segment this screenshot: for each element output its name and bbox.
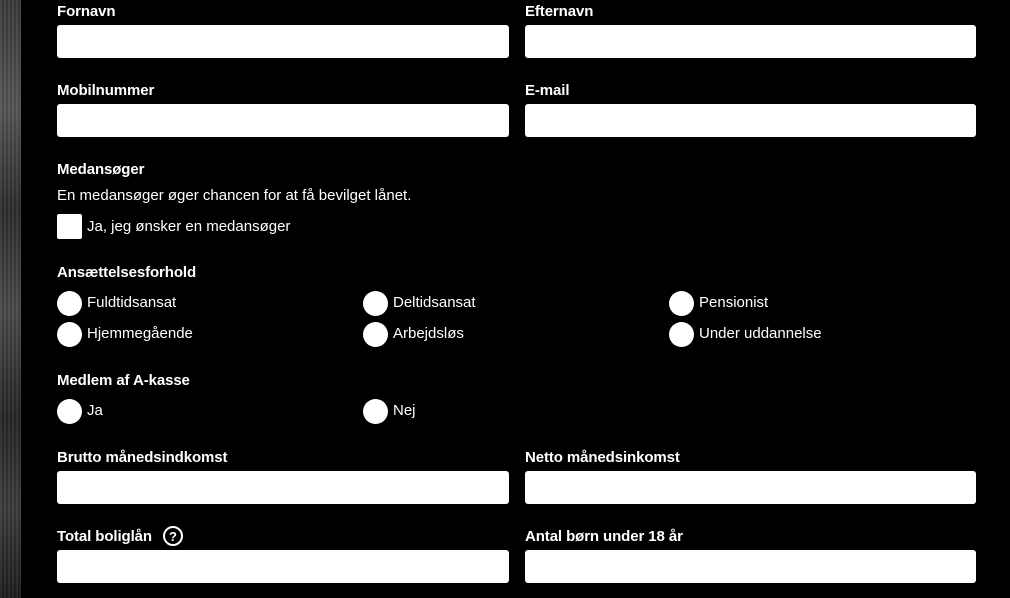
net-income-label: Netto månedsinkomst <box>525 449 680 466</box>
co-applicant-checkbox-label[interactable]: Ja, jeg ønsker en medansøger <box>87 218 291 235</box>
employment-option-fulltime[interactable] <box>57 290 176 316</box>
employment-option-label: Fuldtidsansat <box>87 294 177 311</box>
employment-option-unemployed[interactable] <box>363 321 464 347</box>
employment-option-student[interactable] <box>669 321 822 347</box>
mobile-label: Mobilnummer <box>57 82 155 99</box>
employment-option-label: Deltidsansat <box>393 294 476 311</box>
children-label: Antal børn under 18 år <box>525 528 683 545</box>
radio-button[interactable] <box>57 322 82 347</box>
unemployment-fund-option-label: Nej <box>393 402 416 419</box>
radio-button[interactable] <box>669 322 694 347</box>
first-name-label: Fornavn <box>57 3 116 20</box>
employment-heading: Ansættelsesforhold <box>57 264 197 281</box>
email-input[interactable] <box>525 104 976 137</box>
unemployment-fund-option-yes[interactable] <box>57 398 103 424</box>
employment-option-label: Hjemmegående <box>87 325 193 342</box>
radio-button[interactable] <box>363 291 388 316</box>
background-photo-strip <box>0 0 21 598</box>
mobile-input[interactable] <box>57 104 509 137</box>
email-label: E-mail <box>525 82 570 99</box>
employment-option-parttime[interactable] <box>363 290 476 316</box>
unemployment-fund-heading: Medlem af A-kasse <box>57 372 190 389</box>
loan-application-form <box>21 0 1010 598</box>
employment-option-label: Under uddannelse <box>699 325 822 342</box>
last-name-label: Efternavn <box>525 3 594 20</box>
radio-button[interactable] <box>57 399 82 424</box>
gross-income-label: Brutto månedsindkomst <box>57 449 228 466</box>
co-applicant-checkbox[interactable] <box>57 214 82 239</box>
gross-income-input[interactable] <box>57 471 509 504</box>
co-applicant-description: En medansøger øger chancen for at få bevilget lånet. <box>57 187 412 204</box>
children-input[interactable] <box>525 550 976 583</box>
unemployment-fund-option-no[interactable] <box>363 398 416 424</box>
net-income-input[interactable] <box>525 471 976 504</box>
employment-option-homemaker[interactable] <box>57 321 193 347</box>
radio-button[interactable] <box>57 291 82 316</box>
radio-button[interactable] <box>363 322 388 347</box>
total-mortgage-label: Total boliglån <box>57 528 152 545</box>
first-name-input[interactable] <box>57 25 509 58</box>
last-name-input[interactable] <box>525 25 976 58</box>
co-applicant-heading: Medansøger <box>57 161 145 178</box>
total-mortgage-input[interactable] <box>57 550 509 583</box>
employment-option-label: Arbejdsløs <box>393 325 464 342</box>
unemployment-fund-option-label: Ja <box>87 402 103 419</box>
employment-option-pensioner[interactable] <box>669 290 768 316</box>
radio-button[interactable] <box>363 399 388 424</box>
employment-option-label: Pensionist <box>699 294 769 311</box>
help-icon[interactable]: ? <box>163 526 183 546</box>
radio-button[interactable] <box>669 291 694 316</box>
